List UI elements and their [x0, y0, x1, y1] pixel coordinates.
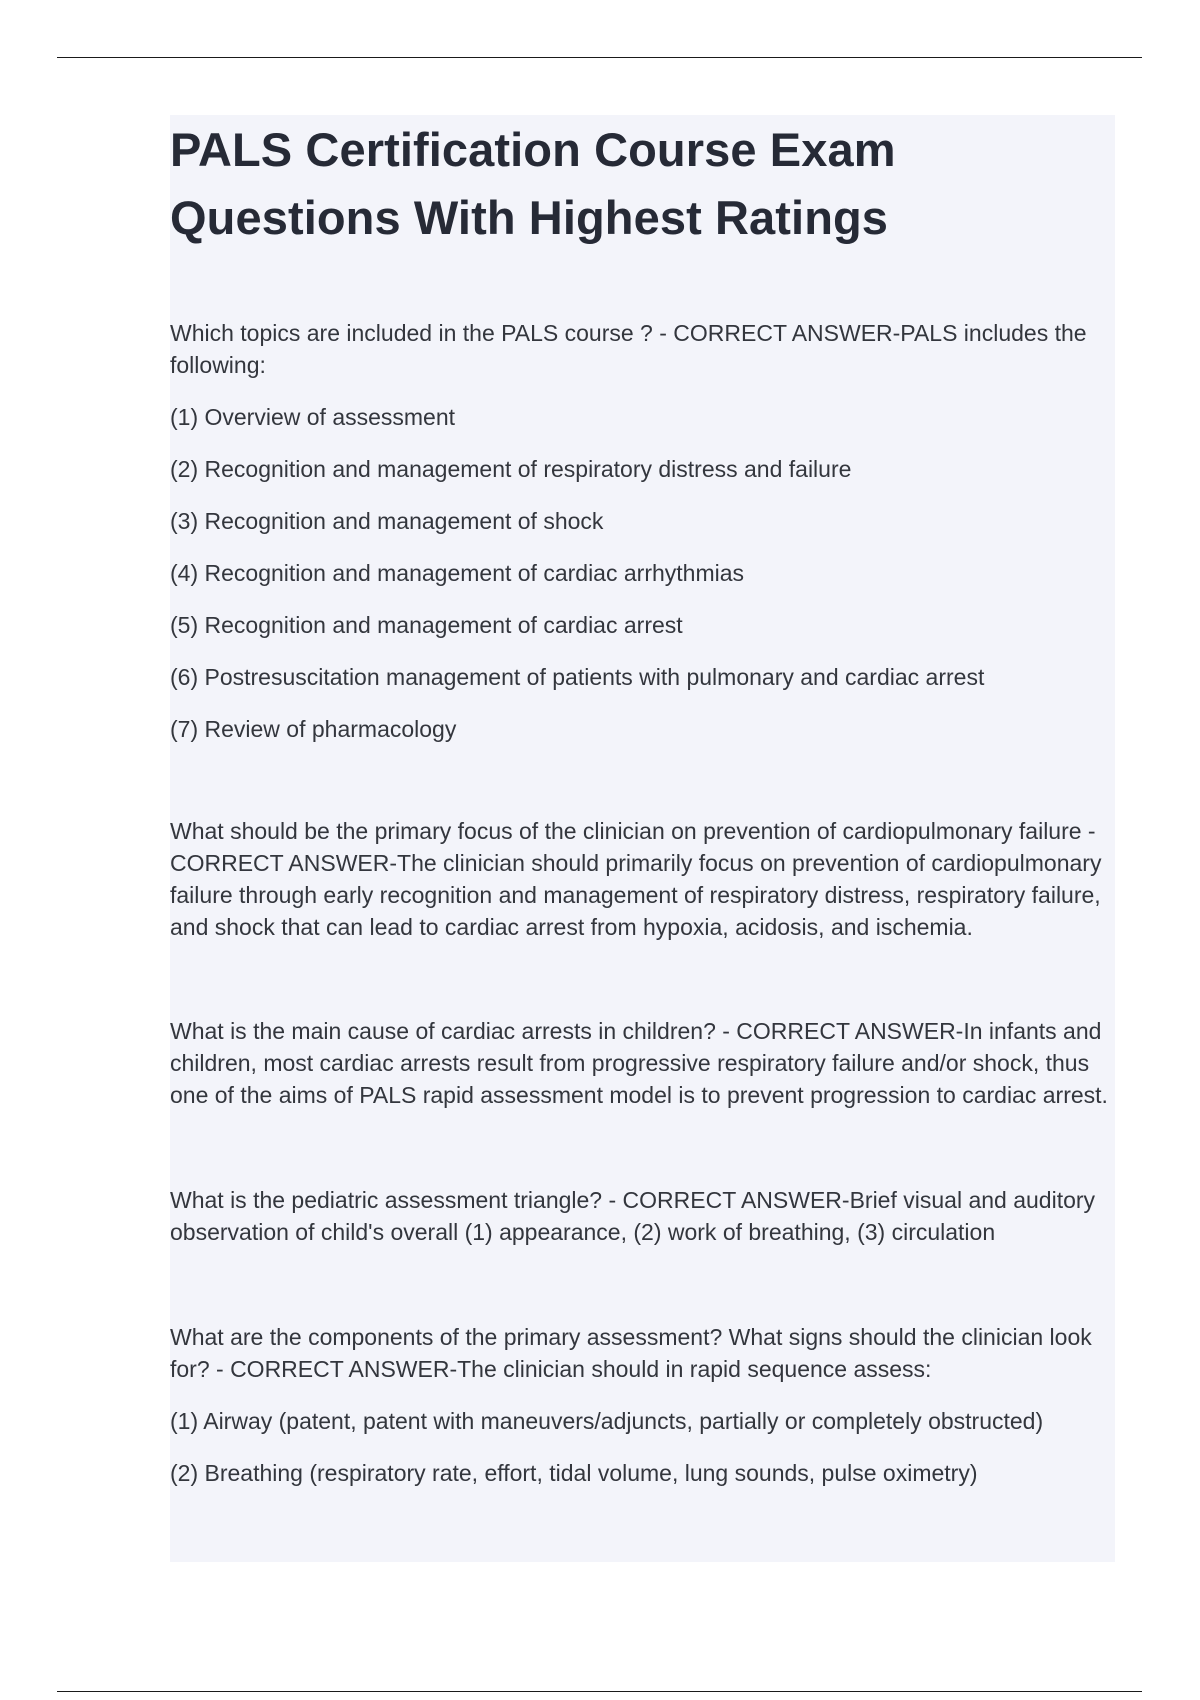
question-answer-text: What should be the primary focus of the clinician on prevention of cardiopulmonary failure - CORRECT ANSWER-The clinician should primarily focus on prevention of cardiopulmonary failure through early recognition and management of respiratory distress, respiratory failure, and shock that can lead to cardiac arrest from hypoxia, acidosis, and ischemia.	[170, 818, 1102, 940]
document-title: PALS Certification Course Exam Questions With Highest Ratings	[170, 123, 896, 244]
question-block	[170, 1184, 1115, 1248]
answer-list-item: (7) Review of pharmacology	[170, 716, 457, 742]
answer-list-item: (5) Recognition and management of cardiac arrest	[170, 612, 683, 638]
question-answer-text: Which topics are included in the PALS course ? - CORRECT ANSWER-PALS includes the following:	[170, 320, 1087, 378]
question-answer-text: What is the pediatric assessment triangle? - CORRECT ANSWER-Brief visual and auditory observation of child's overall (1) appearance, (2) work of breathing, (3) circulation	[170, 1187, 1096, 1245]
bottom-rule	[57, 1691, 1142, 1692]
answer-list-item: (3) Recognition and management of shock	[170, 508, 604, 534]
document-content	[170, 115, 1115, 1562]
answer-list-item: (1) Overview of assessment	[170, 404, 456, 430]
answer-list-item: (2) Recognition and management of respiratory distress and failure	[170, 456, 852, 482]
question-block	[170, 815, 1115, 943]
question-block	[170, 317, 1115, 745]
answer-list-item: (6) Postresuscitation management of patients with pulmonary and cardiac arrest	[170, 664, 985, 690]
answer-list-item: (2) Breathing (respiratory rate, effort, tidal volume, lung sounds, pulse oximetry)	[170, 1460, 978, 1486]
question-block	[170, 1015, 1115, 1111]
question-block	[170, 1321, 1115, 1489]
answer-list-item: (4) Recognition and management of cardiac arrhythmias	[170, 560, 745, 586]
top-rule	[57, 57, 1142, 58]
question-answer-text: What is the main cause of cardiac arrests in children? - CORRECT ANSWER-In infants and children, most cardiac arrests result from progressive respiratory failure and/or shock, thus one of the aims of PALS rapid assessment model is to prevent progression to cardiac arrest.	[170, 1018, 1108, 1108]
answer-list-item: (1) Airway (patent, patent with maneuvers/adjuncts, partially or completely obstructed)	[170, 1408, 1044, 1434]
question-answer-text: What are the components of the primary assessment? What signs should the clinician look for? - CORRECT ANSWER-The clinician should in rapid sequence assess:	[170, 1324, 1092, 1382]
